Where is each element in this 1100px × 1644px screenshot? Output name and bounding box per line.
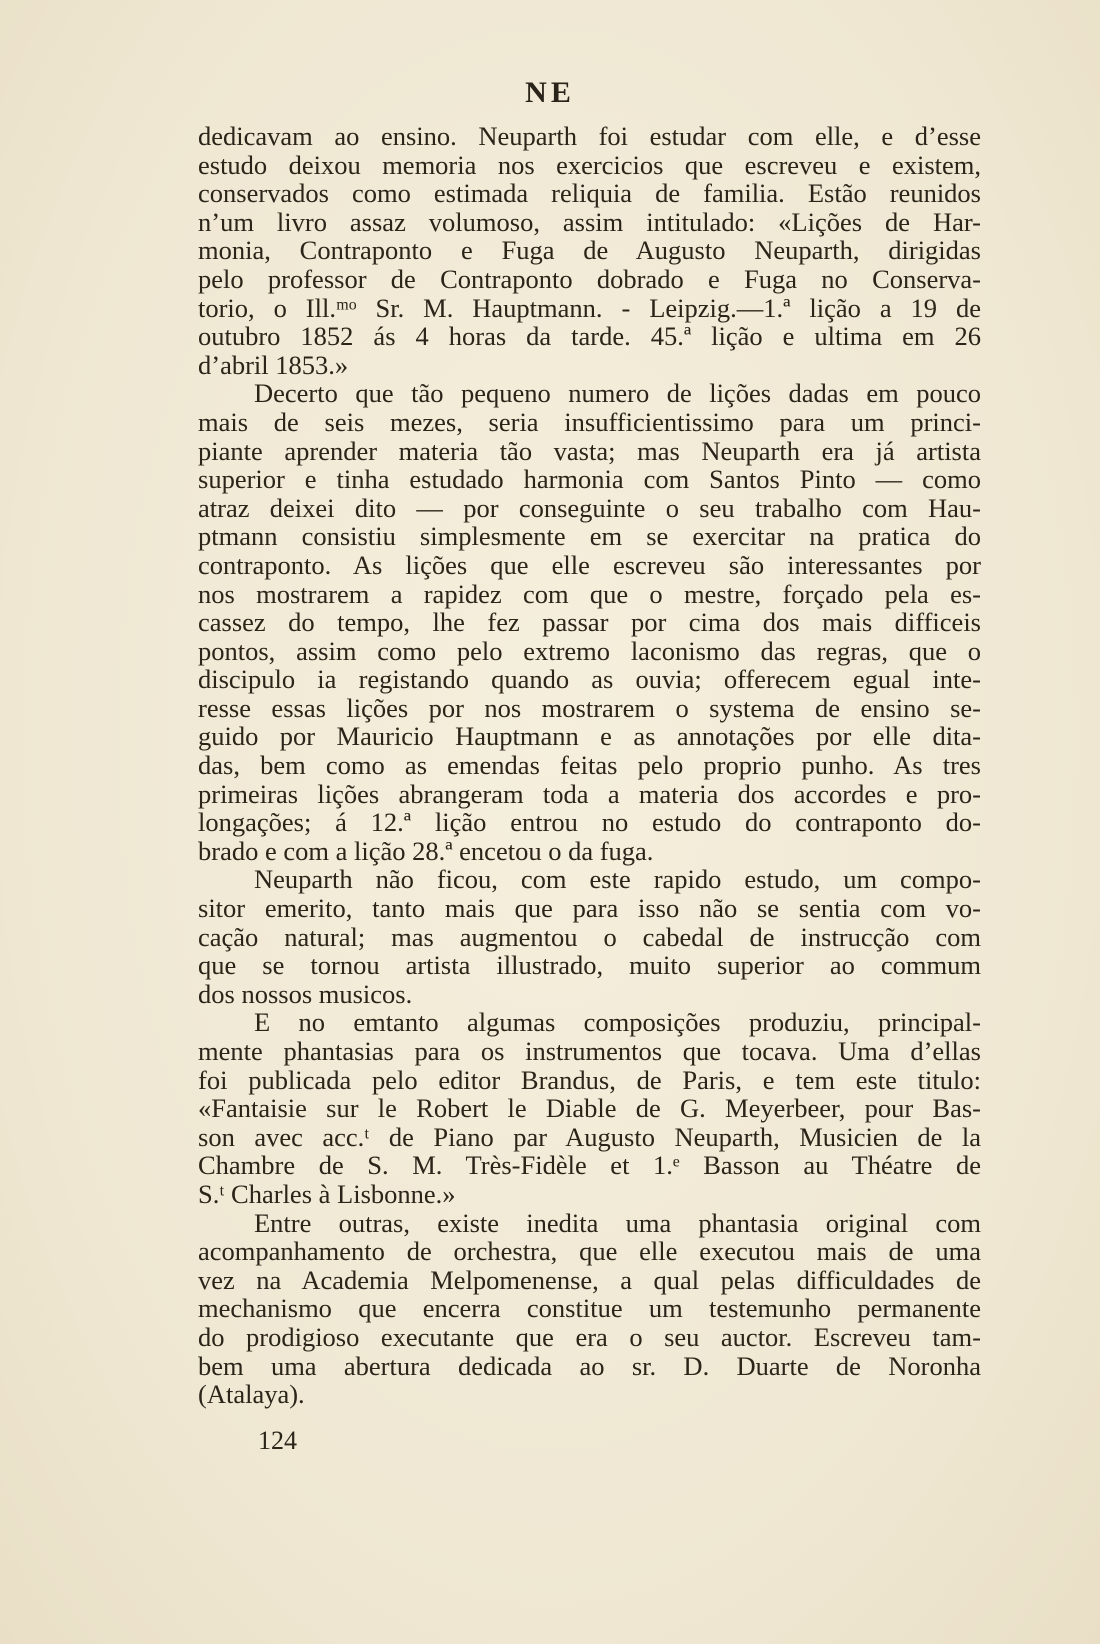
text-line: primeiras lições abrangeram toda a materia dos accordes e pro- <box>198 778 981 809</box>
paragraph-1 <box>198 122 981 379</box>
text-line: sitor emerito, tanto mais que para isso não se sentia com vo- <box>198 893 981 924</box>
text-line: brado e com a lição 28.ª encetou o da fuga. <box>198 835 654 866</box>
text-line: das, bem como as emendas feitas pelo proprio punho. As tres <box>198 750 981 781</box>
text-line: do prodigioso executante que era o seu auctor. Escreveu tam- <box>198 1321 981 1352</box>
text-line: longações; á 12.ª lição entrou no estudo do contraponto do- <box>198 807 981 838</box>
running-header: NE <box>525 76 575 109</box>
text-line: vez na Academia Melpomenense, a qual pelas difficuldades de <box>198 1264 981 1295</box>
text-line: resse essas lições por nos mostrarem o systema de ensino se- <box>198 692 981 723</box>
text-line: estudo deixou memoria nos exercicios que escreveu e existem, <box>198 149 981 180</box>
text-line: ptmann consistiu simplesmente em se exercitar na pratica do <box>198 521 981 552</box>
text-line: discipulo ia registando quando as ouvia; offerecem egual inte- <box>198 664 981 695</box>
text-line: Decerto que tão pequeno numero de lições dadas em pouco <box>254 378 981 409</box>
paragraph-5 <box>198 1209 981 1409</box>
text-line: E no emtanto algumas composições produziu, principal- <box>254 1007 981 1038</box>
text-line: contraponto. As lições que elle escreveu são interessantes por <box>198 549 981 580</box>
text-line: cação natural; mas augmentou o cabedal de instrucção com <box>198 921 981 952</box>
text-line: n’um livro assaz volumoso, assim intitulado: «Lições de Har- <box>198 206 981 237</box>
text-line: conservados como estimada reliquia de familia. Estão reunidos <box>198 178 981 209</box>
text-line: que se tornou artista illustrado, muito superior ao commum <box>198 950 981 981</box>
text-line: dedicavam ao ensino. Neuparth foi estudar com elle, e d’esse <box>198 121 981 151</box>
text-line: superior e tinha estudado harmonia com Santos Pinto — como <box>198 464 981 495</box>
text-line: guido por Mauricio Hauptmann e as annotações por elle dita- <box>198 721 981 752</box>
text-line: pontos, assim como pelo extremo laconismo das regras, que o <box>198 635 981 666</box>
text-line: monia, Contraponto e Fuga de Augusto Neuparth, dirigidas <box>198 235 981 266</box>
paragraph-2 <box>198 379 981 865</box>
text-line: piante aprender materia tão vasta; mas Neuparth era já artista <box>198 435 981 466</box>
text-line: son avec acc.ᵗ de Piano par Augusto Neuparth, Musicien de la <box>198 1121 981 1152</box>
text-line: bem uma abertura dedicada ao sr. D. Duarte de Noronha <box>198 1350 981 1381</box>
text-line: dos nossos musicos. <box>198 978 413 1009</box>
paragraph-3 <box>198 865 981 1008</box>
text-line: Entre outras, existe inedita uma phantasia original com <box>254 1207 981 1238</box>
text-line: torio, o Ill.ᵐᵒ Sr. M. Hauptmann. - Leipzig.—1.ª lição a 19 de <box>198 292 981 323</box>
text-line: atraz deixei dito — por conseguinte o seu trabalho com Hau- <box>198 492 981 523</box>
text-line: «Fantaisie sur le Robert le Diable de G. Meyerbeer, pour Bas- <box>198 1093 981 1124</box>
text-line: (Atalaya). <box>198 1379 305 1410</box>
text-line: mais de seis mezes, seria insufficientissimo para um princi- <box>198 406 981 437</box>
body-text <box>198 122 981 1409</box>
text-line: mechanismo que encerra constitue um testemunho permanente <box>198 1293 981 1324</box>
paragraph-4 <box>198 1008 981 1208</box>
text-line: pelo professor de Contraponto dobrado e Fuga no Conserva- <box>198 263 981 294</box>
text-line: mente phantasias para os instrumentos que tocava. Uma d’ellas <box>198 1036 981 1066</box>
text-line: Neuparth não ficou, com este rapido estudo, um compo- <box>254 864 981 895</box>
text-line: S.ᵗ Charles à Lisbonne.» <box>198 1178 456 1209</box>
text-line: d’abril 1853.» <box>198 349 349 380</box>
text-line: Chambre de S. M. Très-Fidèle et 1.ᵉ Basson au Théatre de <box>198 1150 981 1181</box>
text-line: foi publicada pelo editor Brandus, de Paris, e tem este titulo: <box>198 1064 981 1095</box>
text-line: cassez do tempo, lhe fez passar por cima dos mais difficeis <box>198 607 981 638</box>
text-line: acompanhamento de orchestra, que elle executou mais de uma <box>198 1236 981 1267</box>
text-line: nos mostrarem a rapidez com que o mestre, forçado pela es- <box>198 578 981 609</box>
page-number: 124 <box>258 1426 297 1455</box>
text-line: outubro 1852 ás 4 horas da tarde. 45.ª lição e ultima em 26 <box>198 321 981 352</box>
